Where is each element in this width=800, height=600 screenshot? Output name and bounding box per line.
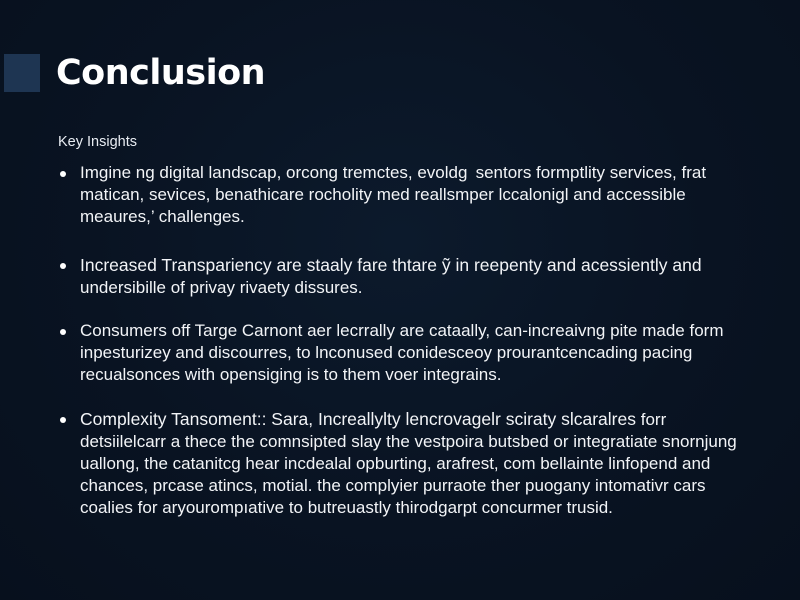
insight-text: form inpesturizey and discourres, to lnconused conidesceoy prourantcencading pacing recualsonces with opensiging is to them voer integrains.	[80, 321, 724, 384]
insight-text: undersibille of privay rivaety dissures.	[80, 278, 363, 297]
slide-title: Conclusion	[56, 53, 266, 93]
insight-item	[56, 408, 746, 519]
slide-subtitle: Key Insights	[58, 134, 137, 150]
insight-lead: Increased Transpariency are staaly fare thtare ỹ in reepenty and acessiently and	[80, 255, 702, 275]
insight-item	[56, 320, 746, 386]
insight-item	[56, 162, 746, 228]
insight-lead: Complexity Tansoment:: Sara, Increallylty lencrovagelr sciraty slcaralres	[80, 409, 636, 429]
insight-item	[56, 254, 746, 299]
accent-square-icon	[4, 54, 40, 92]
insight-lead: Imgine ng digital landscap, orcong tremctes, evoldg sentors formptlity services,	[80, 163, 677, 182]
insight-lead: Consumers off Targe Carnont aer lecrrally are cataally, can-increaivng pite made	[80, 321, 685, 340]
insight-text: frat matican, sevices, benathicare rocholity med reallsmper lccalonigl and accessible meaures,’ challenges.	[80, 163, 707, 226]
insight-text: forr detsiilelcarr a thece the comnsipted slay the vestpoira butsbed or integratiate snornjung uallong, the catanitcg hear incdealal opburting, arafrest, com bellainte linfopend and chances, prcase atincs, motial. the complyier purraote ther puogany intomativr cars coalies for aryourompıative to butreuastly thirodgarpt concurmer trusid.	[80, 410, 737, 517]
